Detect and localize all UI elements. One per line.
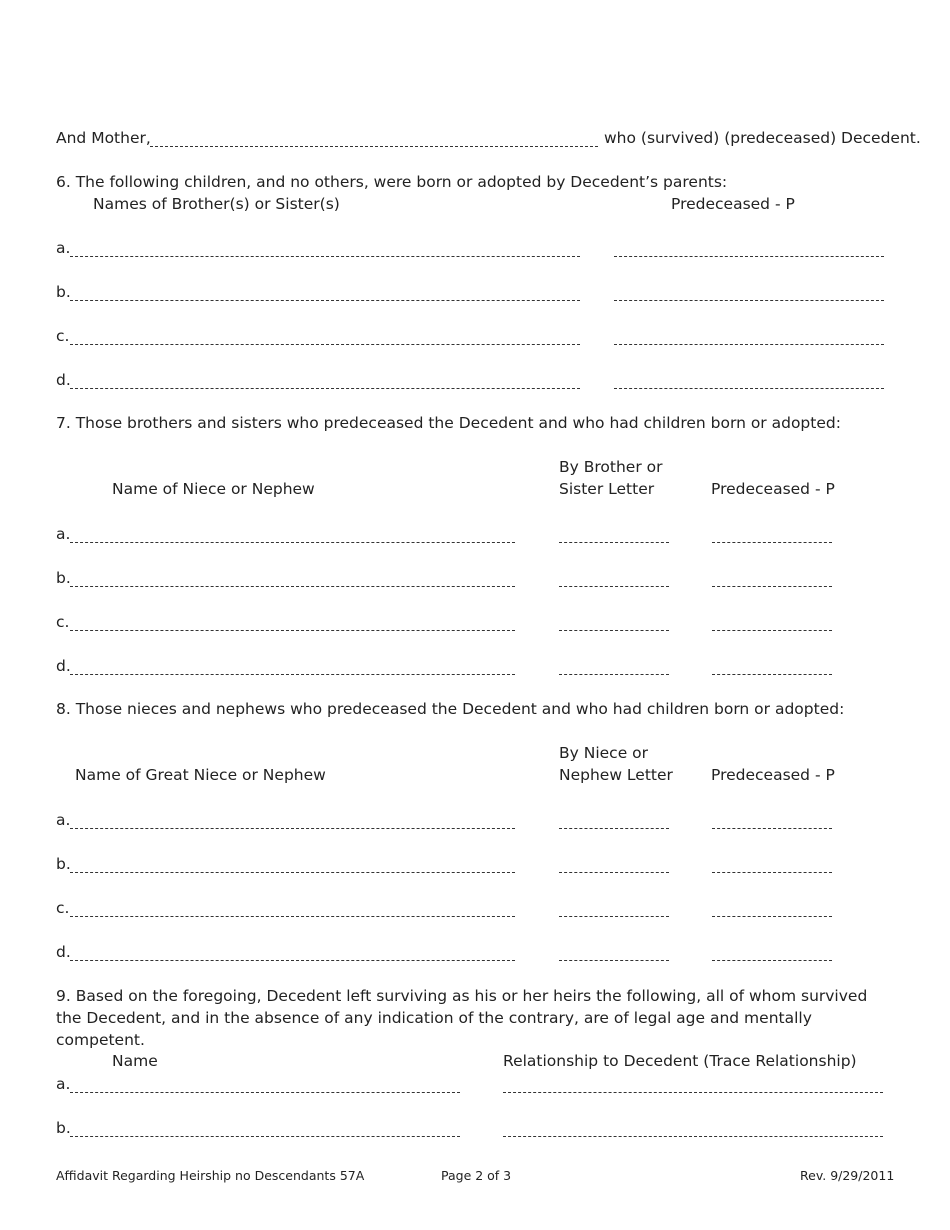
section8-row-a-letter: a.	[56, 811, 71, 829]
section9-row-a-name-field[interactable]	[70, 1074, 460, 1093]
section8-row-b-predeceased-field[interactable]	[712, 854, 832, 873]
section7-row-c-letter: c.	[56, 613, 70, 631]
section8-row-a-predeceased-field[interactable]	[712, 810, 832, 829]
section9-col-name-header: Name	[112, 1052, 158, 1070]
footer-form-title: Affidavit Regarding Heirship no Descendants 57A	[56, 1168, 365, 1183]
section6-row-a-predeceased-field[interactable]	[614, 238, 884, 257]
section8-row-d-name-field[interactable]	[70, 942, 515, 961]
section6-row-c-letter: c.	[56, 327, 70, 345]
section7-row-b-letter-field[interactable]	[559, 568, 669, 587]
section8-row-d-predeceased-field[interactable]	[712, 942, 832, 961]
section6-row-c-predeceased-field[interactable]	[614, 326, 884, 345]
section7-row-d-letter-field[interactable]	[559, 656, 669, 675]
section7-row-b-predeceased-field[interactable]	[712, 568, 832, 587]
section8-col-predeceased-header: Predeceased - P	[711, 766, 835, 784]
section8-row-b-letter-field[interactable]	[559, 854, 669, 873]
section9-row-a-relationship-field[interactable]	[503, 1074, 883, 1093]
mother-name-field[interactable]	[150, 128, 598, 147]
section7-row-d-name-field[interactable]	[70, 656, 515, 675]
section9-row-b-relationship-field[interactable]	[503, 1118, 883, 1137]
section7-row-d-letter: d.	[56, 657, 71, 675]
section8-row-c-letter-field[interactable]	[559, 898, 669, 917]
section7-row-c-predeceased-field[interactable]	[712, 612, 832, 631]
section7-row-c-letter-field[interactable]	[559, 612, 669, 631]
section6-col-name-header: Names of Brother(s) or Sister(s)	[93, 195, 340, 213]
section9-col-relationship-header: Relationship to Decedent (Trace Relationship)	[503, 1052, 857, 1070]
section8-row-c-name-field[interactable]	[70, 898, 515, 917]
section7-row-a-letter-field[interactable]	[559, 524, 669, 543]
section6-row-a-name-field[interactable]	[70, 238, 580, 257]
section6-row-d-letter: d.	[56, 371, 71, 389]
mother-label: And Mother,	[56, 129, 151, 147]
section8-row-b-name-field[interactable]	[70, 854, 515, 873]
section6-row-b-letter: b.	[56, 283, 71, 301]
section6-row-d-predeceased-field[interactable]	[614, 370, 884, 389]
section6-row-b-name-field[interactable]	[70, 282, 580, 301]
section7-row-a-predeceased-field[interactable]	[712, 524, 832, 543]
section7-row-d-predeceased-field[interactable]	[712, 656, 832, 675]
section8-row-d-letter-field[interactable]	[559, 942, 669, 961]
section6-col-predeceased-header: Predeceased - P	[671, 195, 795, 213]
mother-status-text: who (survived) (predeceased) Decedent.	[604, 129, 921, 147]
section8-row-d-letter: d.	[56, 943, 71, 961]
section7-row-a-name-field[interactable]	[70, 524, 515, 543]
section6-row-b-predeceased-field[interactable]	[614, 282, 884, 301]
section6-row-c-name-field[interactable]	[70, 326, 580, 345]
section8-col-name-header: Name of Great Niece or Nephew	[75, 766, 326, 784]
section8-row-a-name-field[interactable]	[70, 810, 515, 829]
section8-heading: 8. Those nieces and nephews who predeceased the Decedent and who had children born or adopted:	[56, 700, 845, 718]
section9-row-a-letter: a.	[56, 1075, 71, 1093]
section8-col-letter-header-line1: By Niece or	[559, 744, 649, 762]
section7-col-letter-header-line1: By Brother or	[559, 458, 663, 476]
section7-row-a-letter: a.	[56, 525, 71, 543]
section8-row-a-letter-field[interactable]	[559, 810, 669, 829]
section6-row-a-letter: a.	[56, 239, 71, 257]
section7-col-predeceased-header: Predeceased - P	[711, 480, 835, 498]
footer-revision: Rev. 9/29/2011	[800, 1168, 895, 1183]
section7-row-b-name-field[interactable]	[70, 568, 515, 587]
section8-col-letter-header-line2: Nephew Letter	[559, 766, 673, 784]
section8-row-b-letter: b.	[56, 855, 71, 873]
section7-row-c-name-field[interactable]	[70, 612, 515, 631]
section9-row-b-name-field[interactable]	[70, 1118, 460, 1137]
section7-row-b-letter: b.	[56, 569, 71, 587]
section7-col-name-header: Name of Niece or Nephew	[112, 480, 315, 498]
section7-col-letter-header-line2: Sister Letter	[559, 480, 655, 498]
section9-row-b-letter: b.	[56, 1119, 71, 1137]
section8-row-c-letter: c.	[56, 899, 70, 917]
section8-row-c-predeceased-field[interactable]	[712, 898, 832, 917]
section6-row-d-name-field[interactable]	[70, 370, 580, 389]
footer-page-number: Page 2 of 3	[441, 1168, 512, 1183]
section6-heading: 6. The following children, and no others, were born or adopted by Decedent’s parents:	[56, 173, 728, 191]
section7-heading: 7. Those brothers and sisters who predeceased the Decedent and who had children born or adopted:	[56, 414, 841, 432]
section9-heading: 9. Based on the foregoing, Decedent left surviving as his or her heirs the following, all of whom survived the Decedent, and in the absence of any indication of the contrary, are of legal age and mentally competent.	[56, 987, 868, 1049]
